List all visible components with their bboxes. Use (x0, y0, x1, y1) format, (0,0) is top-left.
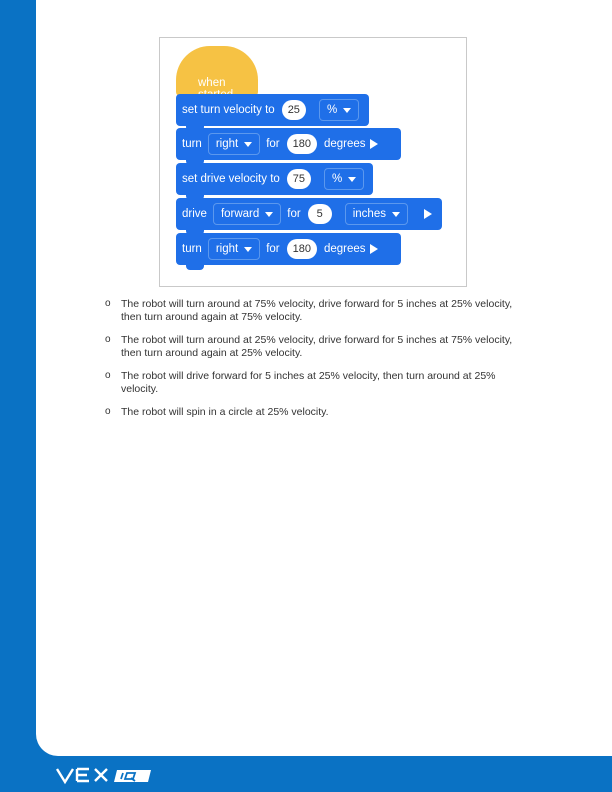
option-text: The robot will turn around at 25% velocity, drive forward for 5 inches at 75% velocity, then turn around again at 25% velocity. (121, 334, 513, 359)
answer-option[interactable] (105, 334, 535, 359)
option-text: The robot will turn around at 75% velocity, drive forward for 5 inches at 25% velocity, then turn around again at 75% velocity. (121, 298, 513, 323)
drive-velocity-value: 75 (287, 169, 311, 189)
direction-label: right (215, 138, 239, 150)
when-started-hat-block (176, 46, 258, 96)
answer-option[interactable] (105, 406, 535, 419)
play-icon (424, 209, 432, 219)
option-text: The robot will spin in a circle at 25% velocity. (121, 406, 329, 418)
unit-dropdown (319, 99, 359, 121)
block-label: set drive velocity to (182, 173, 280, 185)
unit-dropdown (345, 203, 408, 225)
chevron-down-icon (348, 177, 356, 182)
block-label: turn (182, 243, 202, 255)
direction-label: forward (220, 208, 260, 220)
bullet: o (105, 298, 111, 309)
direction-dropdown (208, 238, 260, 260)
chevron-down-icon (244, 247, 252, 252)
bullet: o (105, 406, 111, 417)
block-label: set turn velocity to (182, 104, 275, 116)
play-icon (370, 244, 378, 254)
unit-label: % (326, 104, 338, 116)
degrees-value: 180 (287, 239, 317, 259)
chevron-down-icon (392, 212, 400, 217)
set-turn-velocity-block (176, 94, 369, 126)
play-icon (370, 139, 378, 149)
answer-option[interactable] (105, 298, 535, 323)
unit-dropdown (324, 168, 364, 190)
chevron-down-icon (265, 212, 273, 217)
turn-for-block (176, 233, 401, 265)
drive-for-block (176, 198, 442, 230)
for-label: for (287, 208, 301, 220)
option-text: The robot will drive forward for 5 inches at 25% velocity, then turn around at 25% velocity. (121, 370, 496, 395)
direction-dropdown (213, 203, 281, 225)
answer-option[interactable] (105, 370, 535, 395)
code-block-image (159, 37, 467, 287)
bullet: o (105, 370, 111, 381)
unit-label: degrees (323, 138, 366, 150)
direction-label: right (215, 243, 239, 255)
set-drive-velocity-block (176, 163, 373, 195)
unit-label: inches (352, 208, 386, 220)
vex-iq-logo (55, 764, 155, 786)
hat-block-label: when (198, 77, 226, 89)
bullet: o (105, 334, 111, 345)
turn-for-block (176, 128, 401, 160)
vex-iq-logo-icon (55, 764, 155, 786)
block-label: drive (182, 208, 207, 220)
unit-label: degrees (323, 243, 366, 255)
direction-dropdown (208, 133, 260, 155)
for-label: for (266, 243, 280, 255)
chevron-down-icon (244, 142, 252, 147)
answer-options (105, 298, 535, 430)
unit-label: % (332, 173, 343, 185)
degrees-value: 180 (287, 134, 317, 154)
chevron-down-icon (343, 108, 351, 113)
block-label: turn (182, 138, 202, 150)
turn-velocity-value: 25 (282, 100, 306, 120)
distance-value: 5 (308, 204, 332, 224)
for-label: for (266, 138, 280, 150)
